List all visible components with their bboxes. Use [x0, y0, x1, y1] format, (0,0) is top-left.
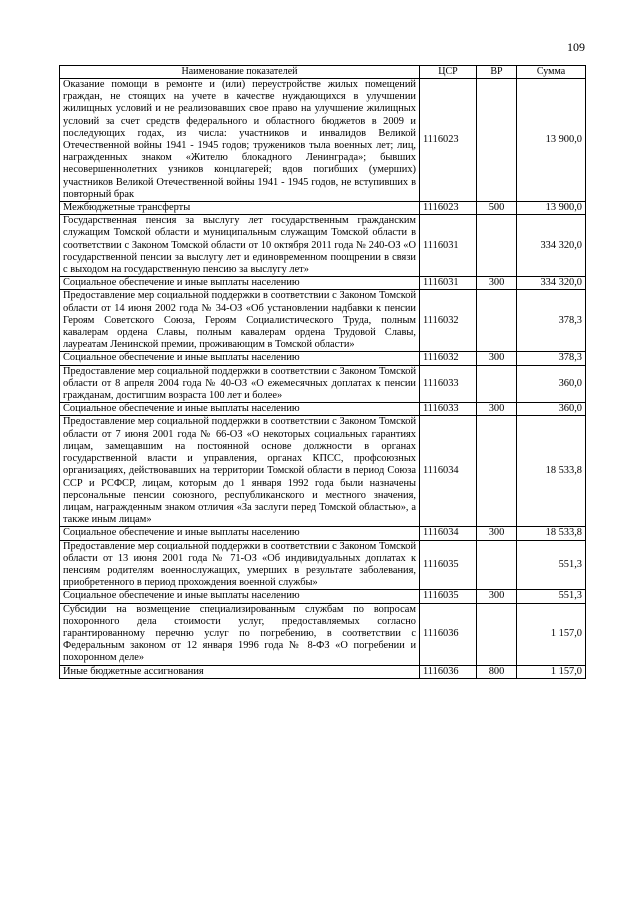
row-csr: 1116033: [420, 365, 477, 403]
row-name: Социальное обеспечение и иные выплаты населению: [60, 590, 420, 603]
table-row: [60, 352, 586, 365]
row-vr: [477, 603, 517, 665]
row-sum: 13 900,0: [517, 202, 586, 215]
page-number: 109: [567, 40, 585, 54]
row-csr: 1116036: [420, 603, 477, 665]
row-vr: [477, 215, 517, 277]
table-row: [60, 416, 586, 527]
row-sum: 18 533,8: [517, 527, 586, 540]
row-name: Предоставление мер социальной поддержки в соответствии с Законом Томской области от 8 апреля 2004 года № 40-ОЗ «О ежемесячных доплатах к пенсии гражданам, достигшим возраста 100 лет и более»: [60, 365, 420, 403]
row-name: Оказание помощи в ремонте и (или) переустройстве жилых помещений граждан, не стоящих на учете в качестве нуждающихся в улучшении жилищных условий и не реализовавших свое право на улучшение жилищных условий за счет средств федерального и областного бюджетов в 2009 и последующих годах, из числа: участников и инвалидов Великой Отечественной войны 1941 - 1945 годов; тружеников тыла военных лет; лиц, награжденных знаком «Жителю блокадного Ленинграда»; бывших несовершеннолетних узников концлагерей; вдов погибших (умерших) участников Великой Отечественной войны 1941 - 1945 годов, не вступивших в повторный брак: [60, 79, 420, 202]
row-sum: 18 533,8: [517, 416, 586, 527]
row-vr: 300: [477, 277, 517, 290]
row-name: Предоставление мер социальной поддержки в соответствии с Законом Томской области от 13 июня 2001 года № 71-ОЗ «Об индивидуальных доплатах к пенсиям родителям военнослужащих, умерших в результате заболевания, приобретенного в период прохождения военной службы»: [60, 540, 420, 590]
row-csr: 1116023: [420, 79, 477, 202]
row-csr: 1116035: [420, 590, 477, 603]
row-sum: 378,3: [517, 352, 586, 365]
header-csr: ЦСР: [420, 66, 477, 79]
row-vr: [477, 416, 517, 527]
row-name: Субсидии на возмещение специализированным службам по вопросам похоронного дела стоимости услуг, предоставляемых согласно гарантированному перечню услуг по погребению, в соответствии с Федеральным законом от 12 января 1996 года № 8-ФЗ «О погребении и похоронном деле»: [60, 603, 420, 665]
row-name: Социальное обеспечение и иные выплаты населению: [60, 277, 420, 290]
row-sum: 551,3: [517, 590, 586, 603]
table-header-row: [60, 66, 586, 79]
header-sum: Сумма: [517, 66, 586, 79]
row-sum: 1 157,0: [517, 665, 586, 678]
row-vr: 300: [477, 352, 517, 365]
row-sum: 378,3: [517, 290, 586, 352]
row-sum: 1 157,0: [517, 603, 586, 665]
table-row: [60, 527, 586, 540]
row-vr: 500: [477, 202, 517, 215]
row-sum: 334 320,0: [517, 215, 586, 277]
table-row: [60, 590, 586, 603]
row-vr: 300: [477, 527, 517, 540]
row-csr: 1116035: [420, 540, 477, 590]
row-sum: 334 320,0: [517, 277, 586, 290]
row-sum: 13 900,0: [517, 79, 586, 202]
row-sum: 360,0: [517, 403, 586, 416]
row-csr: 1116031: [420, 277, 477, 290]
row-name: Предоставление мер социальной поддержки в соответствии с Законом Томской области от 7 июня 2001 года № 66-ОЗ «О некоторых социальных гарантиях лицам, замещавшим на постоянной основе должности в органах государственной власти и управления, органах КПСС, профсоюзных организациях, действовавших на территории Томской области в период Союза ССР и РСФСР, лицам, которым до 1 января 1992 года были назначены персональные пенсии союзного, республиканского и местного значения, лицам, награжденным знаком отличия «За заслуги перед Томской областью», а также иным лицам»: [60, 416, 420, 527]
table-row: [60, 540, 586, 590]
row-name: Государственная пенсия за выслугу лет государственным гражданским служащим Томской области и муниципальным служащим Томской области в соответствии с Законом Томской области от 10 октября 2011 года № 240-ОЗ «О государственной пенсии за выслугу лет и единовременном поощрении в связи с выходом на государственную пенсию за выслугу лет»: [60, 215, 420, 277]
row-name: Иные бюджетные ассигнования: [60, 665, 420, 678]
row-vr: 800: [477, 665, 517, 678]
table-row: [60, 403, 586, 416]
row-csr: 1116036: [420, 665, 477, 678]
row-name: Предоставление мер социальной поддержки в соответствии с Законом Томской области от 14 июня 2002 года № 34-ОЗ «Об установлении надбавки к пенсии Героям Советского Союза, Героям Социалистического Труда, полным кавалерам ордена Славы, полным кавалерам ордена Трудовой Славы, лауреатам Ленинской премии, проживающим в Томской области»: [60, 290, 420, 352]
table-row: [60, 79, 586, 202]
header-name: Наименование показателей: [60, 66, 420, 79]
row-vr: [477, 540, 517, 590]
budget-table: [59, 65, 586, 679]
row-csr: 1116023: [420, 202, 477, 215]
row-vr: [477, 79, 517, 202]
row-csr: 1116032: [420, 290, 477, 352]
table-row: [60, 603, 586, 665]
row-csr: 1116034: [420, 416, 477, 527]
table-row: [60, 290, 586, 352]
row-csr: 1116034: [420, 527, 477, 540]
row-name: Социальное обеспечение и иные выплаты населению: [60, 527, 420, 540]
row-vr: [477, 365, 517, 403]
table-row: [60, 665, 586, 678]
row-vr: 300: [477, 590, 517, 603]
row-csr: 1116032: [420, 352, 477, 365]
table-row: [60, 365, 586, 403]
row-name: Межбюджетные трансферты: [60, 202, 420, 215]
row-vr: 300: [477, 403, 517, 416]
table-row: [60, 277, 586, 290]
row-name: Социальное обеспечение и иные выплаты населению: [60, 403, 420, 416]
table-row: [60, 202, 586, 215]
row-csr: 1116033: [420, 403, 477, 416]
row-name: Социальное обеспечение и иные выплаты населению: [60, 352, 420, 365]
row-sum: 551,3: [517, 540, 586, 590]
table-row: [60, 215, 586, 277]
row-sum: 360,0: [517, 365, 586, 403]
header-vr: ВР: [477, 66, 517, 79]
row-vr: [477, 290, 517, 352]
row-csr: 1116031: [420, 215, 477, 277]
